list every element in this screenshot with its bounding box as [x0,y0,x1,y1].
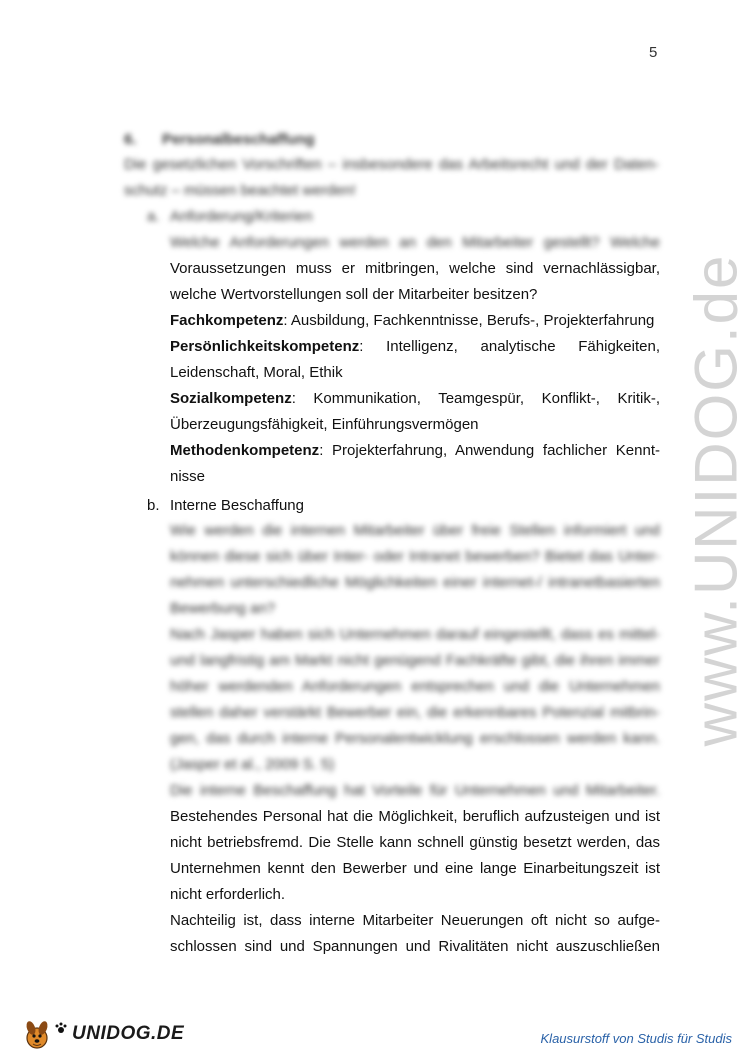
sozialkompetenz-text: : Kommunikation, Teamgespür, Konflikt-, Kritik-, [291,390,660,407]
section-title: Personalbeschaffung [162,131,315,148]
text-line: höher werdenden Anforderungen entsprechen und die Unternehmen [170,678,660,695]
text-line: Wie werden die internen Mitarbeiter über freie Stellen informiert und [170,522,660,539]
text-line: Die interne Beschaffung hat Vorteile für Unternehmen und Mitarbeiter. [170,782,660,799]
fachkompetenz-term: Fachkompetenz [170,312,284,329]
watermark: www.UNIDOG.de [682,253,750,747]
fachkompetenz-text: : Ausbildung, Fachkenntnisse, Berufs-, Projekterfahrung [283,312,655,329]
question-line: welche Wertvorstellungen soll der Mitarbeiter besitzen? [170,286,538,303]
sozialkompetenz-line [170,386,660,412]
text-line: schutz – müssen beachtet werden! [124,182,356,199]
persoenlichkeitskompetenz-text: : Intelligenz, analytische Fähigkeiten, [359,338,660,355]
text-line: nicht betriebsfremd. Die Stelle kann schnell günstig besetzt werden, das [170,834,660,851]
text-line: gen, das durch interne Personalentwicklung erschlossen werden kann. [170,730,660,747]
footer-tagline: Klausurstoff von Studis für Studis [540,1031,732,1046]
footer-logo[interactable] [22,1018,184,1050]
text-line: können diese sich über Inter- oder Intranet bewerben? Bietet das Unter- [170,548,660,565]
item-a-title: Anforderung/Kriterien [170,208,313,225]
section-number: 6. [124,131,137,148]
blurred-question-line: Welche Anforderungen werden an den Mitarbeiter gestellt? Welche [170,234,660,251]
text-line: nisse [170,468,206,485]
text-line: nicht erforderlich. [170,886,286,903]
blurred-paragraph [170,518,660,804]
text-line: Überzeugungsfähigkeit, Einführungsvermögen [170,416,479,433]
text-line: stellen daher verstärkt Bewerber ein, die erkennbares Potenzial mitbrin- [170,704,660,721]
question-line: Voraussetzungen muss er mitbringen, welche sind vernachlässigbar, [170,260,660,277]
text-line: Unternehmen kennt den Bewerber und eine lange Einarbeitungszeit ist [170,860,660,877]
text-line: (Jasper et al., 2009 S. 5) [170,756,335,773]
text-line: schlossen sind und Spannungen und Rivalitäten nicht auszuschließen [170,938,660,955]
fachkompetenz-line [170,308,660,334]
dog-icon [22,1018,52,1050]
text-line: Die gesetzlichen Vorschriften – insbesondere das Arbeitsrecht und der Daten- [124,156,659,173]
section-heading [124,131,315,148]
text-line: Bewerbung an? [170,600,276,617]
text-line: Nach Jasper haben sich Unternehmen darauf eingestellt, dass es mittel- [170,626,660,643]
item-a-label: a. [147,208,160,225]
paw-icon [54,1021,68,1035]
item-a-body [170,230,660,490]
methodenkompetenz-line [170,438,660,464]
text-line: Nachteilig ist, dass interne Mitarbeiter Neuerungen oft nicht so aufge- [170,912,660,929]
persoenlichkeitskompetenz-line [170,334,660,360]
item-b-label: b. [147,497,160,514]
methodenkompetenz-term: Methodenkompetenz [170,442,320,459]
methodenkompetenz-text: : Projekterfahrung, Anwendung fachlicher Kennt- [319,442,660,459]
sozialkompetenz-term: Sozialkompetenz [170,390,292,407]
item-b-title: Interne Beschaffung [170,497,304,514]
text-line: und langfristig am Markt nicht genügend Fachkräfte gibt, die ihren immer [170,652,660,669]
text-line: Leidenschaft, Moral, Ethik [170,364,343,381]
text-line: Bestehendes Personal hat die Möglichkeit, beruflich aufzusteigen und ist [170,808,660,825]
logo-text: UNIDOG.DE [72,1023,185,1044]
text-line: nehmen unterschiedliche Möglichkeiten einer internet-/ intranetbasierten [170,574,660,591]
persoenlichkeitskompetenz-term: Persönlichkeitskompetenz [170,338,360,355]
item-b-body [170,518,660,960]
section-intro [124,152,659,204]
page-number: 5 [649,44,658,61]
